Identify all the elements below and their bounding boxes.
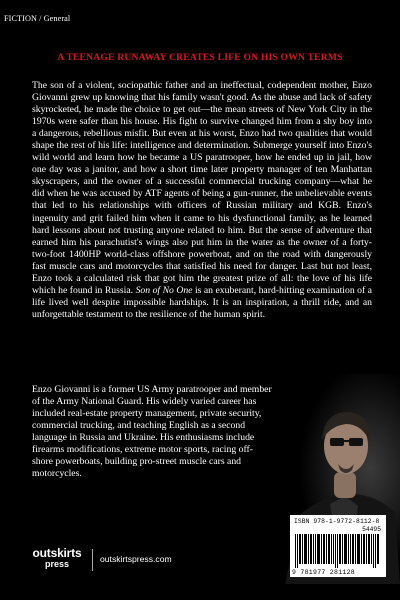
isbn-barcode <box>290 515 386 577</box>
publisher-logo-line2: press <box>44 559 70 569</box>
isbn-label: ISBN 978-1-9772-8112-8 <box>294 518 380 525</box>
publisher-website-link[interactable]: outskirtspress.com <box>100 554 172 564</box>
blurb-part-1: The son of a violent, sociopathic father and an ineffectual, codependent mother, Enzo Giovanni grew up knowing that his family wasn't good. As the abuse and lack of safety skyrocketed, he made the choice to get out—the mean streets of New York City in the 1970s were safer than his house. His fight to survive changed him from a shy boy into a dangerous, rebellious misfit. But even at his worst, Enzo had two qualities that would shape the rest of his life: intelligence and determination. Submerge yourself into Enzo's wild world and learn how he became a US paratrooper, how he ended up in jail, how one day was a janitor, and how a short time later property manager of ten Manhattan skyscrapers, and the owner of a successful commercial trucking company—what he did when he was accused by ATF agents of being a gun-runner, the unbelievable events that led to his relationships with officers of Russian military and KGB. Enzo's ingenuity and grit failed him when it came to his dysfunctional family, as he learned hard lessons about not trusting anyone related to him. But the sense of adventure that earned him his parachutist's wings also put him in the water as the owner of a forty-two-foot 1400HP world-class offshore powerboat, and on the road with dangerously fast muscle cars and motorcycles that satisfied his need for danger. Last but not least, Enzo took a calculated risk that got him the greatest prize of all: the love of his life which he found in Russia. <box>32 80 372 296</box>
publisher-logo-line1: outskirts <box>32 546 82 560</box>
blurb-text <box>32 80 372 321</box>
blurb-part-2: is an exuberant, hard-hitting examination of a life lived well despite impossible hardships. It is an inspiration, a thrill ride, and an unforgettable testament to the resilience of the human spirit. <box>32 284 372 320</box>
barcode-bars <box>295 534 381 568</box>
price-code: 54495 <box>362 526 381 533</box>
barcode-digits: 9 781977 281128 <box>292 569 356 576</box>
blurb-book-title: Son of No One <box>135 284 193 296</box>
author-bio: Enzo Giovanni is a former US Army paratrooper and member of the Army National Guard. His widely varied career has included real-estate property management, private security, commercial trucking, and teaching English as a second language in Russia and Ukraine. His enthusiasms include firearms modifications, extreme motor sports, racing off-shore powerboats, building pro-street muscle cars and motorcycles. <box>32 384 272 480</box>
tagline: A TEENAGE RUNAWAY CREATES LIFE ON HIS OWN TERMS <box>57 52 343 63</box>
publisher-logo[interactable] <box>28 547 86 575</box>
genre-label: FICTION / General <box>4 14 71 23</box>
logo-divider <box>92 549 93 571</box>
